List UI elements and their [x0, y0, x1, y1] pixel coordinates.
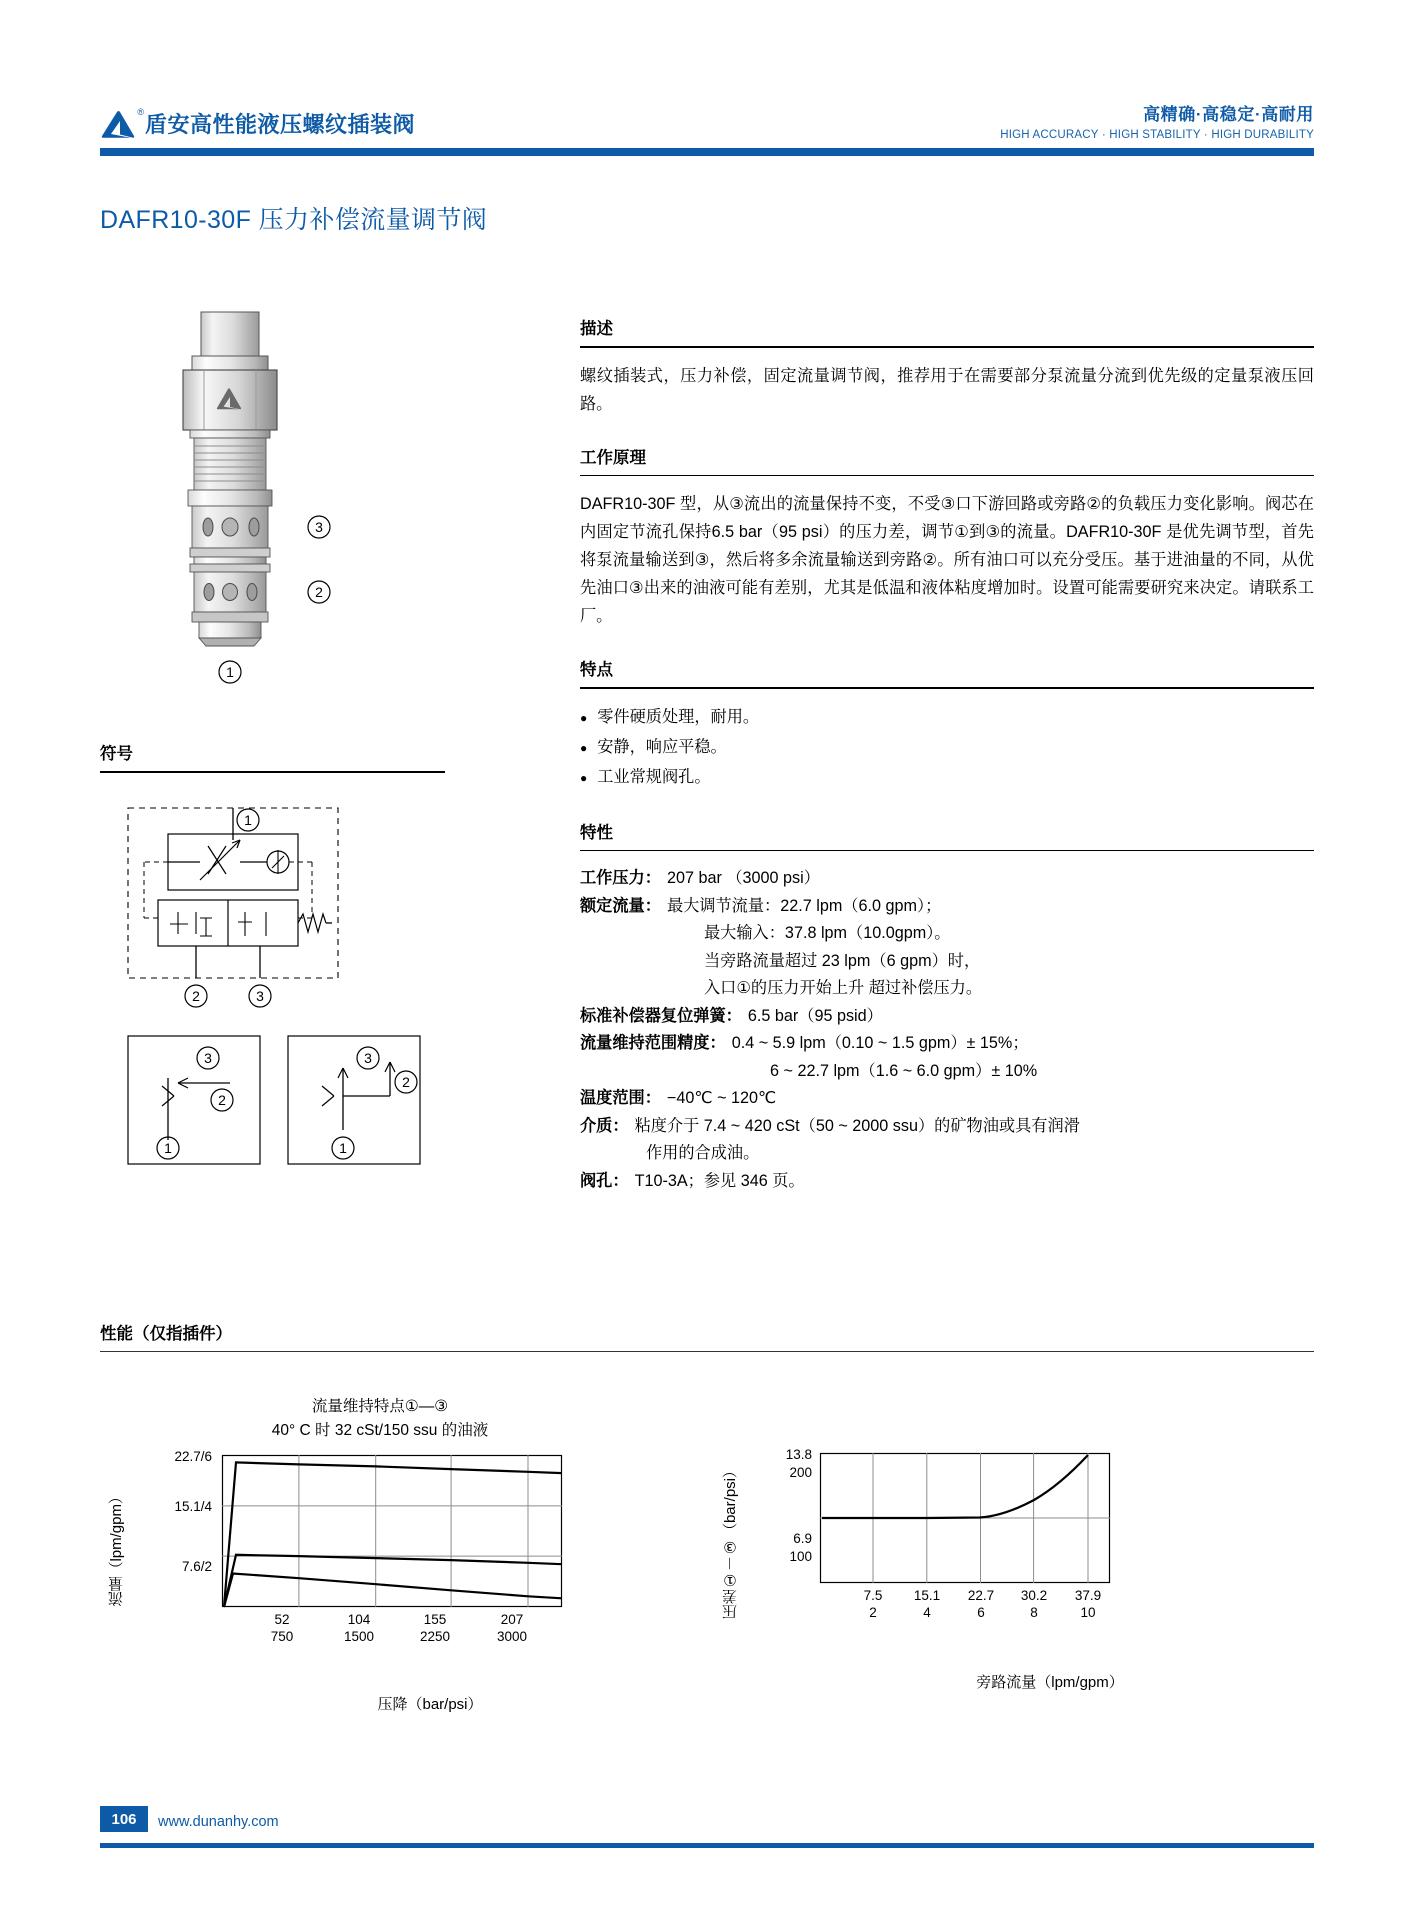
x-tick-label-secondary: 750 — [270, 1629, 294, 1644]
svg-text:1: 1 — [244, 812, 252, 828]
performance-charts — [100, 1395, 1314, 1725]
chart-plot-area — [720, 1447, 1280, 1643]
table-row — [580, 1113, 1314, 1141]
x-tick-label-secondary: 4 — [923, 1605, 931, 1620]
dunan-logo-icon — [100, 106, 144, 139]
principle-section — [580, 444, 1314, 631]
x-tick-label: 52 — [274, 1612, 290, 1627]
y-tick-label: 22.7/6 — [174, 1449, 212, 1464]
spec-label: 温度范围： — [580, 1089, 661, 1108]
spec-value-cont: 当旁路流量超过 23 lpm（6 gpm）时， — [704, 951, 981, 970]
svg-text:1: 1 — [226, 664, 234, 680]
symbol-heading-text: 符号 — [100, 745, 133, 763]
header-divider — [100, 148, 1314, 156]
table-row — [580, 1168, 1314, 1196]
svg-text:1: 1 — [164, 1140, 172, 1156]
table-row — [580, 1030, 1314, 1058]
chart-flow-maintain — [100, 1395, 660, 1714]
y-tick-label: 6.9 — [793, 1531, 812, 1546]
x-tick-label-secondary: 3000 — [496, 1629, 528, 1644]
x-tick-label: 30.2 — [1020, 1588, 1048, 1603]
feature-text: 工业常规阀孔。 — [597, 767, 711, 786]
svg-text:3: 3 — [315, 519, 323, 535]
x-tick-label: 7.5 — [863, 1588, 883, 1603]
spec-label: 阀孔： — [580, 1171, 629, 1190]
y-axis-label: 压差①－③（bar/psi） — [722, 1463, 739, 1620]
symbol-heading-rule — [100, 771, 445, 773]
bullet-icon: ● — [580, 770, 588, 785]
features-list — [580, 703, 1314, 793]
spec-label: 工作压力： — [580, 869, 661, 888]
description-section — [580, 315, 1314, 418]
spec-value: T10-3A；参见 346 页。 — [634, 1171, 805, 1190]
header-tagline — [1000, 100, 1314, 141]
principle-rule — [580, 475, 1314, 477]
y-tick-label-secondary: 100 — [789, 1549, 812, 1564]
x-tick-label-secondary: 10 — [1080, 1605, 1096, 1620]
x-tick-label-secondary: 8 — [1030, 1605, 1038, 1620]
tagline-chinese: 高精确·高稳定·高耐用 — [1143, 105, 1314, 124]
symbol-section-heading — [100, 740, 445, 773]
principle-body: DAFR10-30F 型，从③流出的流量保持不变，不受③口下游回路或旁路②的负载压力变化影响。阀芯在内固定节流孔保持6.5 bar（95 psi）的压力差，调节①到③的流量。DAFR10-30F 是优先调节型，首先将泵流量输送到③，然后将多余流量输送到旁路②。所有油口可以充分受压。基于进油量的不同，从优先油口③出来的油液可能有差别，尤其是低温和液体粘度增加时。设置可能需要研究来决定。请联系工厂。 — [580, 495, 1314, 626]
y-tick-label: 13.8 — [785, 1447, 812, 1462]
y-tick-label: 7.6/2 — [181, 1559, 212, 1574]
performance-heading-text: 性能（仅指插件） — [100, 1325, 232, 1343]
x-tick-label-secondary: 2 — [869, 1605, 877, 1620]
feature-text: 安静，响应平稳。 — [597, 737, 727, 756]
spec-label: 额定流量： — [580, 896, 661, 915]
brand-lockup — [100, 108, 415, 139]
spec-value: −40℃ ~ 120℃ — [666, 1089, 777, 1108]
spec-value: 6.5 bar（95 psid） — [747, 1006, 883, 1025]
performance-section-heading — [100, 1320, 1314, 1352]
description-heading: 描述 — [580, 320, 613, 338]
registered-mark: ® — [137, 106, 144, 117]
chart-bypass-dp — [720, 1395, 1280, 1692]
features-heading: 特点 — [580, 661, 613, 680]
x-tick-label: 104 — [347, 1612, 371, 1627]
svg-text:3: 3 — [364, 1050, 372, 1066]
svg-text:2: 2 — [402, 1074, 410, 1090]
table-row — [580, 893, 1314, 921]
x-tick-label-secondary: 2250 — [419, 1629, 451, 1644]
spec-label: 标准补偿器复位弹簧： — [580, 1006, 742, 1025]
x-tick-label-secondary: 6 — [977, 1605, 985, 1620]
svg-text:3: 3 — [256, 988, 264, 1004]
y-tick-label-secondary: 200 — [789, 1465, 812, 1480]
x-tick-label: 22.7 — [967, 1588, 995, 1603]
x-axis-label: 旁路流量（lpm/gpm） — [976, 1674, 1124, 1691]
tagline-english: HIGH ACCURACY · HIGH STABILITY · HIGH DURABILITY — [1000, 129, 1314, 141]
svg-text:3: 3 — [204, 1050, 212, 1066]
chart-plot-area — [100, 1449, 660, 1645]
content-column — [580, 315, 1314, 1221]
description-body: 螺纹插装式，压力补偿，固定流量调节阀，推荐用于在需要部分泵流量分流到优先级的定量泵液压回路。 — [580, 366, 1314, 413]
table-row — [580, 1003, 1314, 1031]
features-rule — [580, 687, 1314, 689]
website-url[interactable]: www.dunanhy.com — [158, 1814, 279, 1830]
features-section — [580, 656, 1314, 793]
table-row — [580, 1085, 1314, 1113]
performance-heading-rule — [100, 1351, 1314, 1352]
page-number-badge: 106 — [100, 1806, 148, 1832]
spec-value: 最大调节流量：22.7 lpm（6.0 gpm）； — [666, 896, 942, 915]
x-tick-label: 15.1 — [913, 1588, 941, 1603]
y-tick-label: 15.1/4 — [174, 1499, 212, 1514]
spec-label: 流量维持范围精度： — [580, 1034, 726, 1053]
valve-illustration-column — [100, 300, 445, 680]
table-row — [580, 865, 1314, 893]
bullet-icon: ● — [580, 710, 588, 725]
spec-label: 介质： — [580, 1116, 629, 1135]
spec-value: 粘度介于 7.4 ~ 420 cSt（50 ~ 2000 ssu）的矿物油或具有润滑 — [634, 1116, 1080, 1135]
x-tick-label: 155 — [423, 1612, 447, 1627]
svg-text:2: 2 — [315, 584, 323, 600]
list-item — [580, 733, 1314, 763]
svg-text:1: 1 — [339, 1140, 347, 1156]
specifications-table — [580, 865, 1314, 1195]
x-axis-label: 压降（bar/psi） — [377, 1696, 483, 1713]
spec-value: 0.4 ~ 5.9 lpm（0.10 ~ 1.5 gpm）± 15%； — [731, 1034, 1029, 1053]
chart-title-line2: 40° C 时 32 cSt/150 ssu 的油液 — [271, 1422, 489, 1439]
list-item — [580, 763, 1314, 793]
x-tick-label: 37.9 — [1074, 1588, 1102, 1603]
spec-value-cont: 入口①的压力开始上升 超过补偿压力。 — [704, 979, 983, 998]
brand-name: 盾安高性能液压螺纹插装阀 — [145, 112, 416, 137]
specifications-section — [580, 819, 1314, 1196]
chart-title-line1: 流量维持特点①—③ — [311, 1398, 449, 1415]
page-header — [0, 0, 1414, 160]
hydraulic-symbol-diagram — [100, 800, 445, 1240]
svg-text:2: 2 — [192, 988, 200, 1004]
page-title: DAFR10-30F 压力补偿流量调节阀 — [100, 206, 488, 234]
principle-heading: 工作原理 — [580, 448, 646, 467]
specifications-heading: 特性 — [580, 823, 613, 842]
page-footer — [0, 1800, 1414, 1920]
description-rule — [580, 346, 1314, 348]
y-axis-label: 流量（lpm/gpm） — [108, 1489, 125, 1607]
bullet-icon: ● — [580, 740, 588, 755]
spec-value-cont: 最大输入：37.8 lpm（10.0gpm）。 — [704, 924, 951, 943]
feature-text: 零件硬质处理，耐用。 — [597, 707, 760, 726]
spec-value-cont: 6 ~ 22.7 lpm（1.6 ~ 6.0 gpm）± 10% — [770, 1061, 1038, 1080]
footer-divider — [100, 1843, 1314, 1848]
specifications-rule — [580, 850, 1314, 852]
spec-value: 207 bar （3000 psi） — [666, 869, 820, 888]
valve-cartridge-image — [100, 300, 445, 680]
list-item — [580, 703, 1314, 733]
svg-text:2: 2 — [218, 1092, 226, 1108]
x-tick-label-secondary: 1500 — [343, 1629, 375, 1644]
spec-value-cont: 作用的合成油。 — [646, 1144, 760, 1163]
x-tick-label: 207 — [500, 1612, 524, 1627]
